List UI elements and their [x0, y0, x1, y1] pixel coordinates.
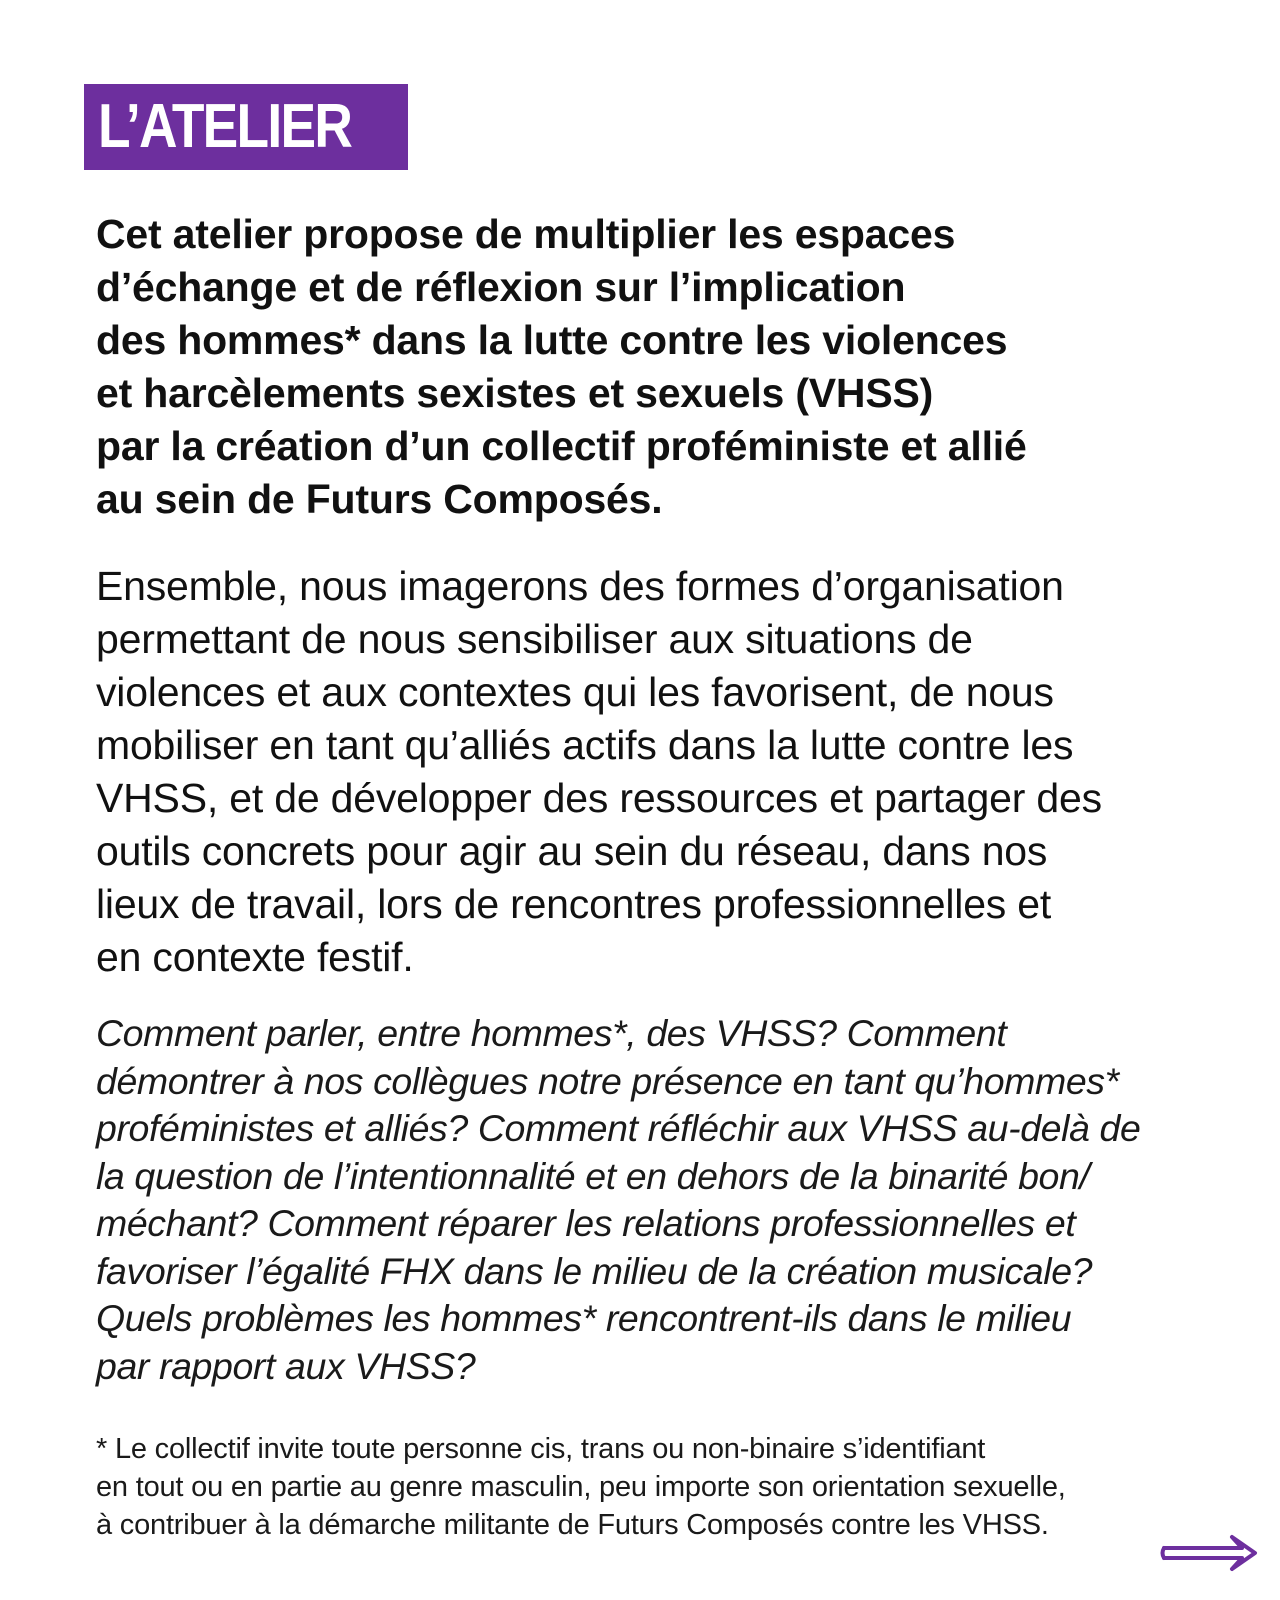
intro-paragraph [96, 208, 1216, 526]
description-line: violences et aux contextes qui les favorisent, de nous [96, 669, 1054, 715]
footnote-line: en tout ou en partie au genre masculin, peu importe son orientation sexuelle, [96, 1471, 1066, 1503]
intro-line: des hommes* dans la lutte contre les violences [96, 317, 1008, 363]
intro-line: et harcèlements sexistes et sexuels (VHSS) [96, 370, 934, 416]
main-content [96, 208, 1216, 1544]
question-line: proféministes et alliés? Comment réfléchir aux VHSS au-delà de [96, 1107, 1141, 1149]
description-line: en contexte festif. [96, 934, 414, 980]
footnote-line: à contribuer à la démarche militante de Futurs Composés contre les VHSS. [96, 1509, 1049, 1541]
arrow-right-icon[interactable] [1160, 1528, 1264, 1578]
question-line: par rapport aux VHSS? [96, 1344, 476, 1387]
section-title: L’ATELIER [98, 92, 352, 161]
description-line: outils concrets pour agir au sein du réseau, dans nos [96, 828, 1048, 874]
question-line: méchant? Comment réparer les relations professionnelles et [96, 1202, 1076, 1244]
description-line: VHSS, et de développer des ressources et partager des [96, 775, 1102, 821]
description-line: mobiliser en tant qu’alliés actifs dans la lutte contre les [96, 722, 1074, 768]
description-line: lieux de travail, lors de rencontres professionnelles et [96, 881, 1052, 927]
question-line: Comment parler, entre hommes*, des VHSS? Comment [96, 1012, 1007, 1054]
question-line: Quels problèmes les hommes* rencontrent-ils dans le milieu [96, 1297, 1072, 1339]
intro-line: Cet atelier propose de multiplier les espaces [96, 211, 956, 257]
intro-line: par la création d’un collectif proféministe et allié [96, 423, 1027, 469]
footnote [96, 1430, 1216, 1544]
intro-line: au sein de Futurs Composés. [96, 476, 663, 522]
question-line: démontrer à nos collègues notre présence en tant qu’hommes* [96, 1059, 1119, 1102]
question-line: favoriser l’égalité FHX dans le milieu de la création musicale? [96, 1249, 1093, 1292]
description-line: Ensemble, nous imagerons des formes d’organisation [96, 563, 1064, 609]
intro-line: d’échange et de réflexion sur l’implication [96, 264, 906, 310]
description-paragraph [96, 560, 1216, 984]
questions-paragraph [96, 1010, 1216, 1390]
question-line: la question de l’intentionnalité et en dehors de la binarité bon/ [96, 1154, 1090, 1197]
section-title-badge [84, 84, 408, 170]
description-line: permettant de nous sensibiliser aux situations de [96, 616, 973, 662]
footnote-line: * Le collectif invite toute personne cis, trans ou non-binaire s’identifiant [96, 1433, 986, 1465]
